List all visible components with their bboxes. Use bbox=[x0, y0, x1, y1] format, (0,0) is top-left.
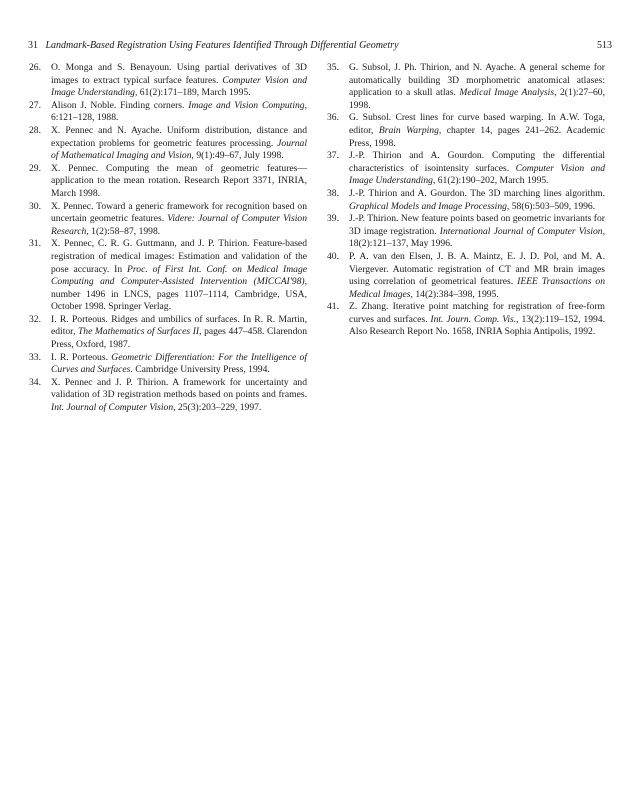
reference-text: , 61(2):190–202, March 1995. bbox=[432, 175, 549, 187]
reference-text: , 9(1):49–67, July 1998. bbox=[191, 150, 284, 162]
references-column-right bbox=[327, 62, 605, 339]
reference-item bbox=[29, 314, 307, 352]
reference-text: , number 1496 in LNCS, pages 1107–1114, Cambridge, USA, October 1998. Springer Verlag. bbox=[51, 276, 307, 313]
reference-item bbox=[327, 188, 605, 213]
reference-text: , 58(6):503–509, 1996. bbox=[506, 200, 596, 212]
reference-text: G. Subsol. Crest lines for curve based warping. In A.W. Toga, editor, bbox=[349, 112, 605, 136]
reference-text: , 6:121–128, 1988. bbox=[51, 99, 307, 124]
reference-number: 41. bbox=[327, 301, 339, 313]
reference-number: 29. bbox=[29, 162, 41, 174]
reference-text: , 1(2):58–87, 1998. bbox=[86, 225, 161, 237]
reference-text: X. Pennec and N. Ayache. Uniform distribution, distance and expectation problems for geometric features processing. bbox=[51, 124, 307, 149]
reference-text: , 61(2):171–189, March 1995. bbox=[134, 87, 251, 99]
reference-text: X. Pennec, C. R. G. Guttmann, and J. P. Thirion. Feature-based registration of medical images: Estimation and validation of the pose accuracy. In bbox=[51, 238, 307, 275]
reference-text: , pages 447–458. Clarendon Press, Oxford, 1987. bbox=[51, 326, 307, 351]
reference-number: 38. bbox=[327, 187, 339, 199]
reference-number: 30. bbox=[29, 200, 41, 212]
reference-source-title: Int. Journal of Computer Vision bbox=[51, 402, 174, 414]
reference-item bbox=[29, 352, 307, 377]
reference-source-title: Graphical Models and Image Processing bbox=[349, 200, 507, 212]
reference-item bbox=[29, 62, 307, 100]
reference-number: 27. bbox=[29, 99, 41, 111]
reference-source-title: IEEE Transactions on Medical Images bbox=[349, 276, 605, 300]
reference-number: 37. bbox=[327, 150, 339, 162]
reference-number: 33. bbox=[29, 351, 41, 363]
reference-source-title: Journal of Mathematical Imaging and Vision bbox=[51, 137, 307, 162]
reference-source-title: Image and Vision Computing bbox=[188, 99, 305, 111]
reference-source-title: Medical Image Analysis bbox=[459, 87, 555, 99]
reference-text: I. R. Porteous. Ridges and umbilics of surfaces. In R. R. Martin, editor, bbox=[51, 313, 307, 338]
reference-text: , 14(2):384–398, 1995. bbox=[410, 288, 499, 300]
reference-text: I. R. Porteous. bbox=[51, 351, 112, 363]
reference-item bbox=[29, 163, 307, 201]
reference-item bbox=[29, 100, 307, 125]
reference-source-title: The Mathematics of Surfaces II bbox=[77, 326, 200, 338]
reference-text: Z. Zhang. Iterative point matching for registration of free-form curves and surfaces. bbox=[349, 301, 605, 325]
reference-number: 32. bbox=[29, 313, 41, 325]
reference-source-title: Geometric Differentiation: For the Intelligence of Curves and Surfaces bbox=[51, 351, 308, 376]
reference-item bbox=[29, 125, 307, 163]
chapter-title: Landmark-Based Registration Using Features Identified Through Differential Geometry bbox=[45, 40, 399, 51]
reference-text: . Cambridge University Press, 1994. bbox=[130, 364, 270, 376]
reference-text: X. Pennec and J. P. Thirion. A framework for uncertainty and validation of 3D registration methods based on points and frames. bbox=[51, 376, 307, 401]
reference-text: Alison J. Noble. Finding corners. bbox=[51, 99, 189, 111]
reference-text: P. A. van den Elsen, J. B. A. Maintz, E. J. D. Pol, and M. A. Viergever. Automatic registration of CT and MR brain images using correlation of geometrical features. bbox=[349, 250, 605, 288]
reference-source-title: Proc. of First Int. Conf. on Medical Image Computing and Computer-Assisted Intervention (MICCAI'98) bbox=[51, 263, 307, 288]
page-number: 513 bbox=[597, 40, 612, 51]
reference-number: 35. bbox=[327, 62, 339, 73]
reference-text: G. Subsol, J. Ph. Thirion, and N. Ayache. A general scheme for automatically building 3D morphometric anatomical atlases: application to a skull atlas. bbox=[349, 62, 605, 99]
reference-item bbox=[327, 301, 605, 339]
reference-number: 34. bbox=[29, 376, 41, 388]
reference-item bbox=[29, 201, 307, 239]
reference-text: J.-P. Thirion and A. Gourdon. The 3D marching lines algorithm. bbox=[349, 187, 605, 199]
reference-item bbox=[29, 238, 307, 314]
reference-text: O. Monga and S. Benayoun. Using partial derivatives of 3D images to extract typical surface features. bbox=[51, 62, 307, 86]
reference-number: 26. bbox=[29, 62, 41, 73]
chapter-number: 31 bbox=[28, 40, 38, 51]
reference-number: 39. bbox=[327, 213, 339, 225]
reference-item bbox=[327, 62, 605, 112]
reference-text: , 25(3):203–229, 1997. bbox=[173, 402, 262, 414]
reference-item bbox=[327, 150, 605, 188]
reference-item bbox=[327, 112, 605, 150]
reference-text: J.-P. Thirion. New feature points based on geometric invariants for 3D image registration. bbox=[349, 213, 605, 237]
reference-text: , chapter 14, pages 241–262. Academic Press, 1998. bbox=[349, 124, 605, 149]
reference-text: X. Pennec. Toward a generic framework for recognition based on uncertain geometric features. bbox=[51, 200, 307, 225]
reference-text: , 18(2):121–137, May 1996. bbox=[349, 225, 605, 250]
reference-source-title: International Journal of Computer Vision bbox=[439, 225, 603, 237]
reference-item bbox=[29, 377, 307, 415]
reference-source-title: Brain Warping bbox=[378, 124, 439, 136]
running-header bbox=[28, 40, 612, 52]
reference-text: J.-P. Thirion and A. Gourdon. Computing the differential characteristics of isointensity surfaces. bbox=[349, 150, 605, 174]
reference-source-title: Computer Vision and Image Understanding bbox=[349, 162, 605, 187]
reference-source-title: Int. Journ. Comp. Vis. bbox=[430, 313, 517, 325]
reference-text: , 13(2):119–152, 1994. Also Research Report No. 1658, INRIA Sophia Antipolis, 1992. bbox=[349, 313, 605, 338]
reference-number: 31. bbox=[29, 238, 41, 250]
reference-item bbox=[327, 213, 605, 251]
references-column-left bbox=[29, 62, 307, 415]
reference-number: 28. bbox=[29, 124, 41, 136]
reference-text: , 2(1):27–60, 1998. bbox=[349, 87, 605, 111]
reference-number: 36. bbox=[327, 112, 339, 124]
reference-source-title: Videre: Journal of Computer Vision Research bbox=[51, 213, 307, 237]
reference-item bbox=[327, 251, 605, 301]
reference-source-title: Computer Vision and Image Understanding bbox=[51, 74, 307, 99]
reference-text: X. Pennec. Computing the mean of geometric features—application to the mean rotation. Research Report 3371, INRIA, March 1998. bbox=[51, 162, 307, 199]
reference-number: 40. bbox=[327, 250, 339, 262]
